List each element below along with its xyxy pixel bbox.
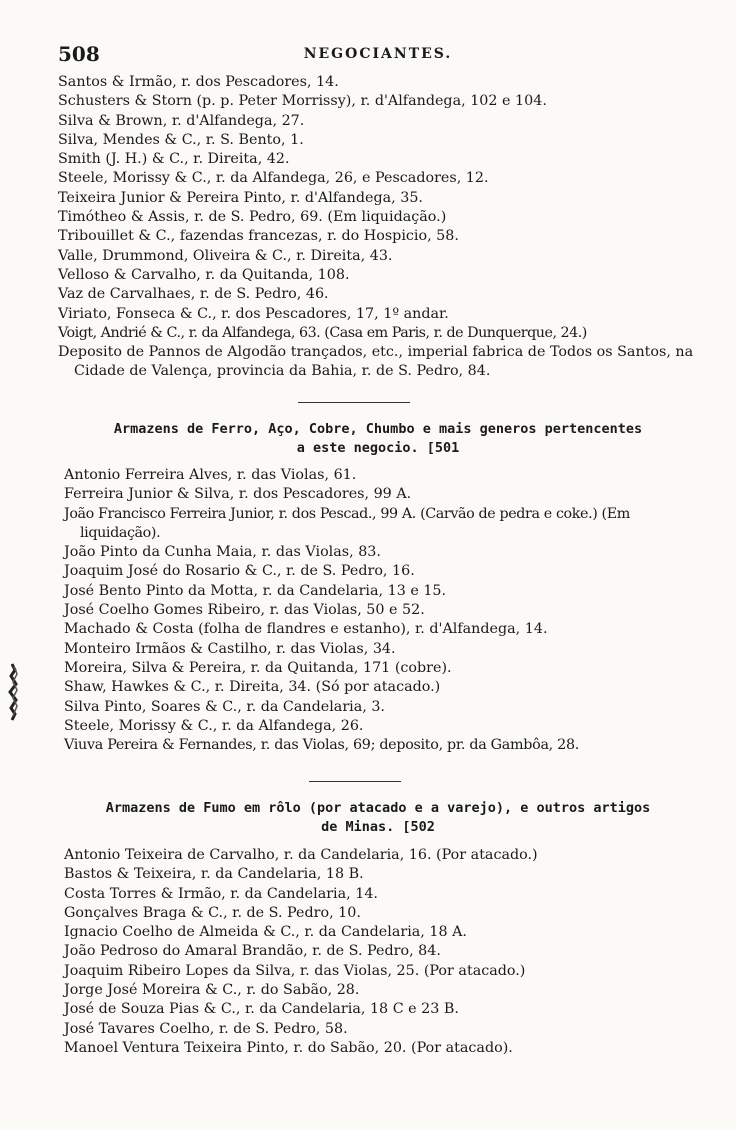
section-heading-line: Armazens de Ferro, Aço, Cobre, Chumbo e mais generos pertencentes [113,421,643,437]
section-heading-iron [60,420,696,458]
list-item: Costa Torres & Irmão, r. da Candelaria, 14. [64,885,378,902]
section-divider [309,781,401,782]
list-item: Steele, Morissy & C., r. da Alfandega, 26, e Pescadores, 12. [58,170,489,187]
list-item: Antonio Ferreira Alves, r. das Violas, 61. [64,467,357,483]
list-item: Deposito de Pannos de Algodão trançados, etc., imperial fabrica de Todos os Santos, na Cidade de Valença, provincia da Bahia, r. de S. Pedro, 84. [58,344,694,380]
list-item: Silva, Mendes & C., r. S. Bento, 1. [58,131,304,148]
list-item: Bastos & Teixeira, r. da Candelaria, 18 B. [64,866,364,883]
running-title: NEGOCIANTES. [303,46,453,62]
list-item: José Bento Pinto da Motta, r. da Candelaria, 13 e 15. [64,582,447,599]
list-item: Smith (J. H.) & C., r. Direita, 42. [58,151,290,168]
section-heading-tobacco [60,799,696,837]
list-item: Shaw, Hawkes & C., r. Direita, 34. (Só por atacado.) [64,679,441,696]
section-heading-line: Armazens de Fumo em rôlo (por atacado e a varejo), e outros artigos [105,800,651,816]
list-item: João Francisco Ferreira Junior, r. dos Pescad., 99 A. (Carvão de pedra e coke.) (Em liquidação). [64,505,630,541]
list-item: Timótheo & Assis, r. de S. Pedro, 69. (Em liquidação.) [58,209,447,226]
list-item: Schusters & Storn (p. p. Peter Morrissy), r. d'Alfandega, 102 e 104. [58,93,547,110]
page-number: 508 [58,42,100,66]
list-item: Santos & Irmão, r. dos Pescadores, 14. [58,74,339,90]
list-item: Teixeira Junior & Pereira Pinto, r. d'Alfandega, 35. [58,189,423,206]
section-tobacco-list [58,846,694,1058]
list-item: Tribouillet & C., fazendas francezas, r. do Hospicio, 58. [58,228,459,245]
list-item: Silva Pinto, Soares & C., r. da Candelaria, 3. [64,698,385,715]
list-item: Vaz de Carvalhaes, r. de S. Pedro, 46. [58,286,329,303]
list-item: Machado & Costa (folha de flandres e estanho), r. d'Alfandega, 14. [64,621,548,638]
section-iron-list [58,466,694,755]
list-item: Moreira, Silva & Pereira, r. da Quitanda, 171 (cobre). [64,659,452,676]
list-item: Silva & Brown, r. d'Alfandega, 27. [58,112,305,129]
list-item: Ferreira Junior & Silva, r. dos Pescadores, 99 A. [64,486,412,503]
list-item: José Coelho Gomes Ribeiro, r. das Violas, 50 e 52. [64,602,425,619]
list-item: Jorge José Moreira & C., r. do Sabão, 28. [64,982,360,999]
section-heading-line: a este negocio. [501 [296,440,460,456]
list-item: José Tavares Coelho, r. de S. Pedro, 58. [64,1020,348,1037]
list-item: João Pedroso do Amaral Brandão, r. de S. Pedro, 84. [64,943,441,960]
section-heading-line: de Minas. [502 [321,819,435,835]
list-item: Ignacio Coelho de Almeida & C., r. da Candelaria, 18 A. [64,924,467,941]
binding-mark-icon [6,662,20,722]
list-item: Voigt, Andrié & C., r. da Alfandega, 63. (Casa em Paris, r. de Dunquerque, 24.) [58,324,587,341]
section-divider [298,402,410,403]
list-item: Valle, Drummond, Oliveira & C., r. Direita, 43. [58,247,393,264]
list-item: Viuva Pereira & Fernandes, r. das Violas, 69; deposito, pr. da Gambôa, 28. [64,737,579,754]
list-item: Viriato, Fonseca & C., r. dos Pescadores, 17, 1º andar. [58,305,449,322]
list-item: Manoel Ventura Teixeira Pinto, r. do Sabão, 20. (Por atacado). [64,1039,513,1056]
list-item: Joaquim José do Rosario & C., r. de S. Pedro, 16. [64,563,415,580]
list-item: João Pinto da Cunha Maia, r. das Violas, 83. [64,544,381,561]
list-item: Velloso & Carvalho, r. da Quitanda, 108. [58,266,350,283]
list-item: Antonio Teixeira de Carvalho, r. da Candelaria, 16. (Por atacado.) [64,847,538,863]
list-item: Gonçalves Braga & C., r. de S. Pedro, 10. [64,904,361,921]
list-item: Monteiro Irmãos & Castilho, r. das Violas, 34. [64,640,396,657]
list-item: José de Souza Pias & C., r. da Candelaria, 18 C e 23 B. [64,1001,459,1018]
page-header [58,30,698,64]
list-item: Steele, Morissy & C., r. da Alfandega, 26. [64,717,364,734]
section-merchants-list [58,73,694,382]
list-item: Joaquim Ribeiro Lopes da Silva, r. das Violas, 25. (Por atacado.) [64,962,526,979]
